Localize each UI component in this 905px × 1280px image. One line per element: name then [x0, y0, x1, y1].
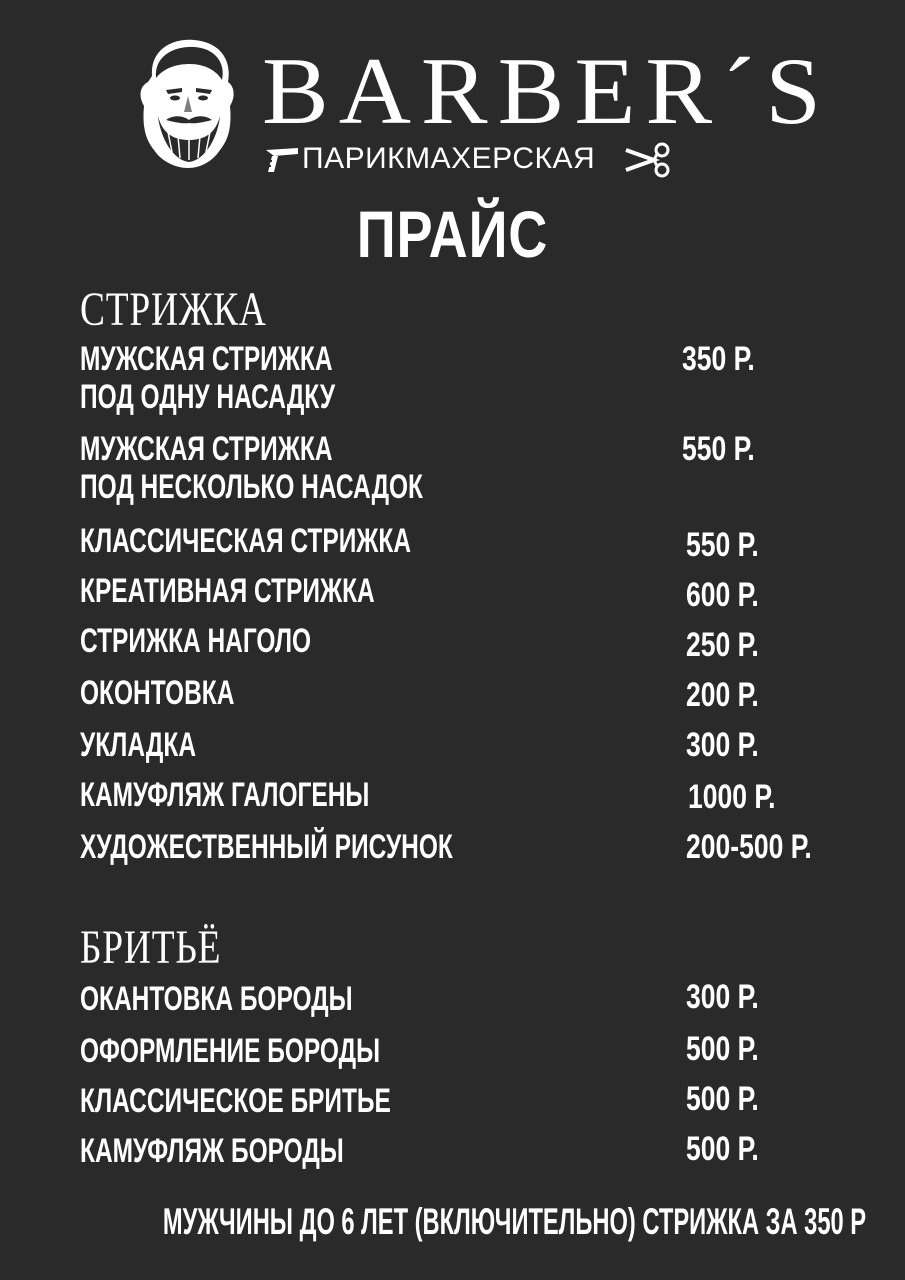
service-name: СТРИЖКА НАГОЛО	[80, 622, 312, 660]
service-price: 550 Р.	[686, 526, 759, 564]
service-name: КРЕАТИВНАЯ СТРИЖКА	[80, 572, 375, 610]
brand-subtitle: ПАРИКМАХЕРСКАЯ	[302, 142, 596, 175]
razor-icon	[258, 142, 302, 176]
service-price: 500 Р.	[686, 1030, 759, 1068]
brand-subtitle-row	[258, 140, 678, 180]
service-price: 250 Р.	[686, 626, 759, 664]
service-name: КЛАССИЧЕСКАЯ СТРИЖКА	[80, 522, 412, 560]
service-price: 550 Р.	[682, 430, 755, 468]
service-price: 500 Р.	[686, 1080, 759, 1118]
service-name: КАМУФЛЯЖ БОРОДЫ	[80, 1132, 344, 1170]
service-name: МУЖСКАЯ СТРИЖКА ПОД ОДНУ НАСАДКУ	[80, 340, 336, 416]
brand-name: BARBER´S	[262, 38, 832, 144]
service-name: ОКАНТОВКА БОРОДЫ	[80, 980, 353, 1018]
service-name: ОКОНТОВКА	[80, 674, 235, 712]
service-name: МУЖСКАЯ СТРИЖКА ПОД НЕСКОЛЬКО НАСАДОК	[80, 430, 424, 506]
section-title-shave: БРИТЬЁ	[80, 921, 222, 974]
footer-note: МУЖЧИНЫ ДО 6 ЛЕТ (ВКЛЮЧИТЕЛЬНО) СТРИЖКА ЗА 350 Р	[162, 1201, 867, 1242]
service-name: КАМУФЛЯЖ ГАЛОГЕНЫ	[80, 776, 370, 814]
price-title: ПРАЙС	[356, 197, 549, 271]
service-price: 500 Р.	[686, 1130, 759, 1168]
scissors-icon	[624, 140, 674, 180]
bearded-man-face-icon	[132, 36, 244, 170]
service-price: 200-500 Р.	[686, 828, 812, 866]
service-name: КЛАССИЧЕСКОЕ БРИТЬЕ	[80, 1082, 391, 1120]
service-name: ОФОРМЛЕНИЕ БОРОДЫ	[80, 1032, 381, 1070]
service-name: ХУДОЖЕСТВЕННЫЙ РИСУНОК	[80, 828, 453, 866]
service-price: 350 Р.	[682, 340, 755, 378]
service-price: 200 Р.	[686, 676, 759, 714]
service-name: УКЛАДКА	[80, 726, 196, 764]
service-price: 300 Р.	[686, 726, 759, 764]
section-title-haircut: СТРИЖКА	[80, 283, 267, 336]
service-price: 600 Р.	[686, 576, 759, 614]
service-price: 300 Р.	[686, 978, 759, 1016]
service-price: 1000 Р.	[688, 778, 776, 816]
